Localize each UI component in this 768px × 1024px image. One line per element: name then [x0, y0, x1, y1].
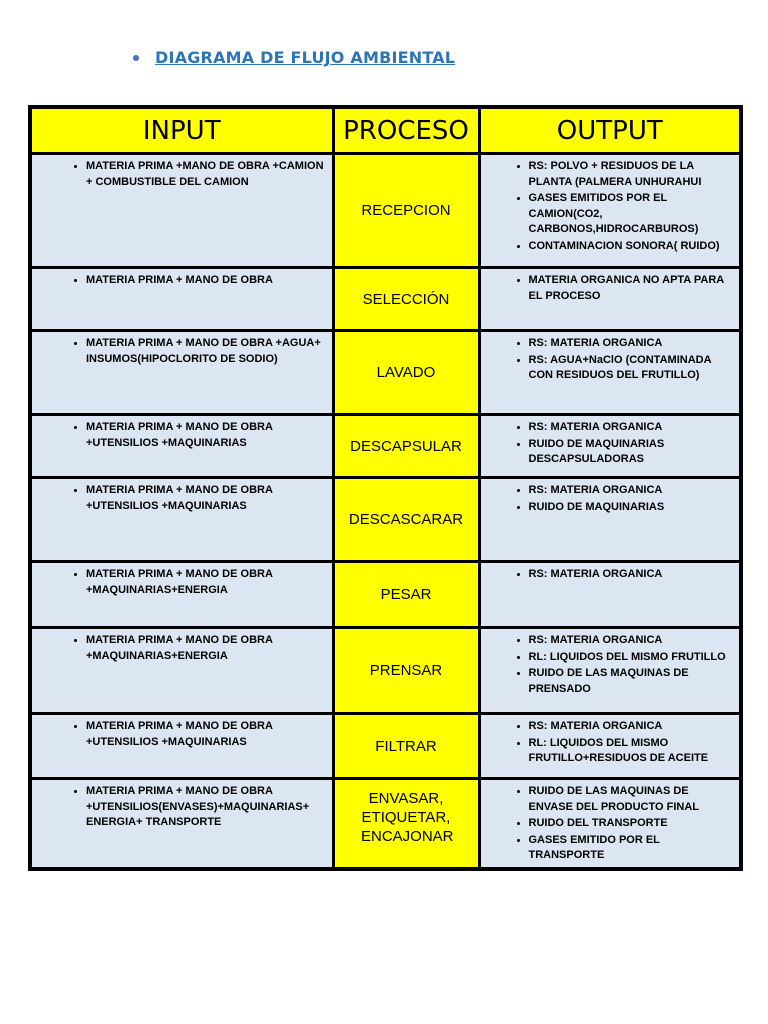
list-item: • MATERIA PRIMA + MANO DE OBRA +UTENSILIOS +MAQUINARIAS	[86, 420, 328, 451]
proceso-label: DESCAPSULAR	[350, 437, 462, 455]
input-cell-list	[32, 715, 332, 753]
bullet-icon	[133, 55, 139, 61]
proceso-cell	[333, 331, 479, 415]
input-cell-list	[32, 332, 332, 370]
list-item: • CONTAMINACION SONORA( RUIDO)	[529, 239, 736, 255]
list-item: • MATERIA PRIMA +MANO DE OBRA +CAMION + COMBUSTIBLE DEL CAMION	[86, 159, 328, 190]
list-item: • RUIDO DE MAQUINARIAS	[529, 500, 736, 516]
list-item: • MATERIA PRIMA + MANO DE OBRA +AGUA+ INSUMOS(HIPOCLORITO DE SODIO)	[86, 336, 328, 367]
proceso-label: LAVADO	[376, 364, 436, 381]
output-cell	[479, 331, 741, 415]
list-item: • MATERIA PRIMA + MANO DE OBRA +MAQUINARIAS+ENERGIA	[86, 633, 328, 664]
proceso-cell	[333, 154, 479, 268]
list-item: • RS: POLVO + RESIDUOS DE LA PLANTA (PALMERA UNHURAHUI	[529, 159, 736, 190]
list-item: • RS: AGUA+NaClO (CONTAMINADA CON RESIDUOS DEL FRUTILLO)	[529, 353, 736, 384]
proceso-cell	[333, 779, 479, 869]
output-cell	[479, 714, 741, 779]
list-item: • RUIDO DEL TRANSPORTE	[529, 816, 736, 832]
list-item: • RS: MATERIA ORGANICA	[529, 336, 736, 352]
flow-table	[28, 105, 743, 871]
output-cell-list	[481, 416, 740, 471]
input-cell	[30, 562, 333, 628]
input-cell-list	[32, 416, 332, 454]
list-item: • RS: MATERIA ORGANICA	[529, 420, 736, 436]
output-cell	[479, 268, 741, 331]
output-cell-list	[481, 629, 740, 700]
list-item: • RUIDO DE MAQUINARIAS DESCAPSULADORAS	[529, 437, 736, 468]
list-item: • RS: MATERIA ORGANICA	[529, 567, 736, 583]
header-row	[30, 107, 741, 154]
output-cell	[479, 628, 741, 714]
table-row	[30, 562, 741, 628]
input-cell-list	[32, 479, 332, 517]
output-cell-list	[481, 715, 740, 770]
table-row	[30, 415, 741, 478]
output-cell	[479, 478, 741, 562]
input-cell	[30, 268, 333, 331]
output-cell-list	[481, 563, 740, 586]
heading-title: DIAGRAMA DE FLUJO AMBIENTAL	[155, 48, 456, 67]
list-item: • MATERIA PRIMA + MANO DE OBRA +UTENSILIOS(ENVASES)+MAQUINARIAS+ ENERGIA+ TRANSPORTE	[86, 784, 328, 831]
input-header: INPUT	[30, 107, 333, 154]
list-item: • RUIDO DE LAS MAQUINAS DE ENVASE DEL PRODUCTO FINAL	[529, 784, 736, 815]
input-cell-list	[32, 780, 332, 834]
proceso-label: SELECCIÓN	[362, 290, 450, 308]
table-row	[30, 268, 741, 331]
proceso-cell	[333, 415, 479, 478]
proceso-label: PESAR	[380, 586, 432, 603]
proceso-cell	[333, 714, 479, 779]
output-cell-list	[481, 269, 740, 307]
output-cell-list	[481, 479, 740, 518]
list-item: • MATERIA PRIMA + MANO DE OBRA +UTENSILIOS +MAQUINARIAS	[86, 719, 328, 750]
proceso-cell	[333, 562, 479, 628]
table-row	[30, 154, 741, 268]
proceso-cell	[333, 628, 479, 714]
output-cell-list	[481, 155, 740, 257]
list-item: • RL: LIQUIDOS DEL MISMO FRUTILLO+RESIDUOS DE ACEITE	[529, 736, 736, 767]
input-cell-list	[32, 563, 332, 601]
output-cell-list	[481, 332, 740, 387]
table-row	[30, 331, 741, 415]
input-cell	[30, 415, 333, 478]
list-item: • MATERIA PRIMA + MANO DE OBRA	[86, 273, 328, 289]
proceso-label: FILTRAR	[375, 737, 437, 755]
list-item: • RUIDO DE LAS MAQUINAS DE PRENSADO	[529, 666, 736, 697]
document-heading	[133, 48, 455, 67]
list-item: • RS: MATERIA ORGANICA	[529, 633, 736, 649]
input-cell	[30, 331, 333, 415]
input-cell	[30, 478, 333, 562]
output-cell-list	[481, 780, 740, 867]
input-cell-list	[32, 629, 332, 667]
table-row	[30, 714, 741, 779]
proceso-cell	[333, 478, 479, 562]
input-cell	[30, 154, 333, 268]
proceso-label: RECEPCION	[361, 202, 451, 219]
output-cell	[479, 779, 741, 869]
list-item: • MATERIA PRIMA + MANO DE OBRA +MAQUINARIAS+ENERGIA	[86, 567, 328, 598]
table-row	[30, 628, 741, 714]
list-item: • RL: LIQUIDOS DEL MISMO FRUTILLO	[529, 650, 736, 666]
list-item: • RS: MATERIA ORGANICA	[529, 719, 736, 735]
proceso-label: ENVASAR, ETIQUETAR, ENCAJONAR	[361, 789, 454, 845]
table-row	[30, 779, 741, 869]
input-cell-list	[32, 155, 332, 193]
input-cell	[30, 628, 333, 714]
list-item: • MATERIA ORGANICA NO APTA PARA EL PROCESO	[529, 273, 736, 304]
input-cell	[30, 779, 333, 869]
list-item: • RS: MATERIA ORGANICA	[529, 483, 736, 499]
proceso-header: PROCESO	[333, 107, 479, 154]
input-cell	[30, 714, 333, 779]
output-cell	[479, 562, 741, 628]
input-cell-list	[32, 269, 332, 292]
output-header: OUTPUT	[479, 107, 741, 154]
output-cell	[479, 154, 741, 268]
list-item: • GASES EMITIDOS POR EL CAMION(CO2, CARBONOS,HIDROCARBUROS)	[529, 191, 736, 238]
proceso-cell	[333, 268, 479, 331]
list-item: • MATERIA PRIMA + MANO DE OBRA +UTENSILIOS +MAQUINARIAS	[86, 483, 328, 514]
list-item: • GASES EMITIDO POR EL TRANSPORTE	[529, 833, 736, 864]
output-cell	[479, 415, 741, 478]
proceso-label: DESCASCARAR	[348, 511, 464, 528]
table-row	[30, 478, 741, 562]
proceso-label: PRENSAR	[369, 662, 443, 679]
